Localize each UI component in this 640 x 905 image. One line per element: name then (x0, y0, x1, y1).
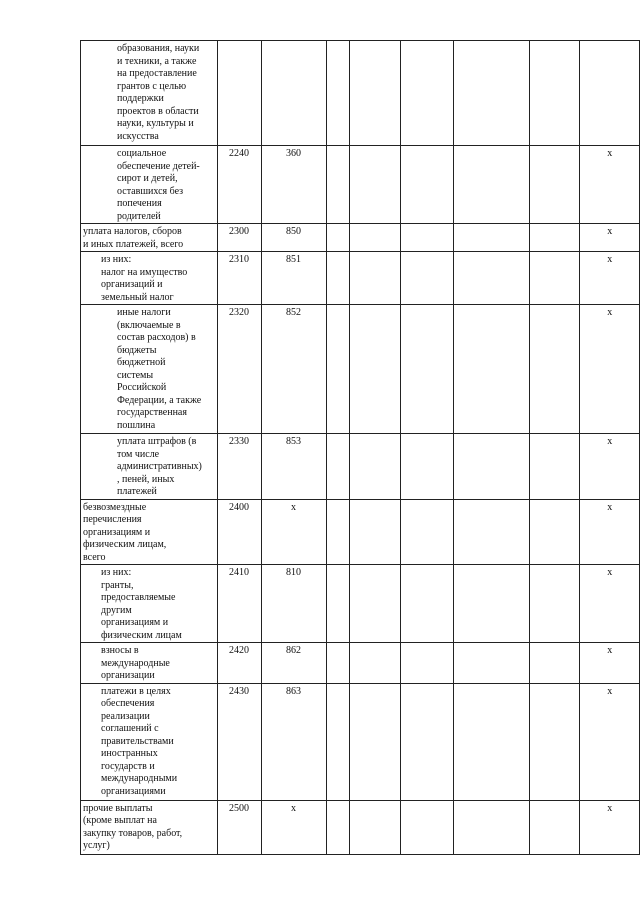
value-cell (454, 683, 530, 800)
value-cell (401, 499, 454, 565)
x-mark-cell (580, 41, 640, 146)
value-cell (401, 252, 454, 305)
table-row (81, 643, 640, 684)
kbk-code-cell: х (261, 800, 326, 854)
value-cell (401, 305, 454, 434)
x-mark-cell: х (580, 434, 640, 500)
row-code-cell: 2330 (217, 434, 261, 500)
row-code-cell: 2500 (217, 800, 261, 854)
financial-plan-table (80, 40, 640, 855)
value-cell (401, 800, 454, 854)
table-row (81, 224, 640, 252)
value-cell (454, 499, 530, 565)
value-cell (401, 41, 454, 146)
x-mark-cell: х (580, 565, 640, 643)
row-name-cell: уплата налогов, сборов и иных платежей, всего (81, 224, 218, 252)
value-cell (326, 683, 350, 800)
kbk-code-cell (261, 41, 326, 146)
row-name-cell: иные налоги (включаемые в состав расходов) в бюджеты бюджетной системы Российской Федерации, а также государственная пошлина (81, 305, 218, 434)
value-cell (530, 565, 580, 643)
x-mark-cell: х (580, 683, 640, 800)
value-cell (530, 41, 580, 146)
table-row (81, 499, 640, 565)
x-mark-cell: х (580, 499, 640, 565)
row-code-cell: 2240 (217, 146, 261, 224)
row-code-cell (217, 41, 261, 146)
value-cell (401, 434, 454, 500)
value-cell (326, 565, 350, 643)
kbk-code-cell: 862 (261, 643, 326, 684)
value-cell (350, 224, 401, 252)
kbk-code-cell: х (261, 499, 326, 565)
row-code-cell: 2320 (217, 305, 261, 434)
value-cell (401, 643, 454, 684)
value-cell (350, 434, 401, 500)
x-mark-cell: х (580, 252, 640, 305)
value-cell (326, 224, 350, 252)
value-cell (454, 434, 530, 500)
row-code-cell: 2420 (217, 643, 261, 684)
value-cell (530, 252, 580, 305)
kbk-code-cell: 852 (261, 305, 326, 434)
value-cell (350, 800, 401, 854)
row-name-cell: безвозмездные перечисления организациям и физическим лицам, всего (81, 499, 218, 565)
table-row (81, 434, 640, 500)
table-row (81, 146, 640, 224)
kbk-code-cell: 810 (261, 565, 326, 643)
x-mark-cell: х (580, 305, 640, 434)
value-cell (530, 499, 580, 565)
value-cell (350, 499, 401, 565)
value-cell (350, 643, 401, 684)
row-name-cell: из них: гранты, предоставляемые другим организациям и физическим лицам (81, 565, 218, 643)
table-row (81, 252, 640, 305)
value-cell (530, 305, 580, 434)
row-name-cell: из них: налог на имущество организаций и земельный налог (81, 252, 218, 305)
row-name-cell: прочие выплаты (кроме выплат на закупку товаров, работ, услуг) (81, 800, 218, 854)
value-cell (454, 800, 530, 854)
x-mark-cell: х (580, 800, 640, 854)
row-name-cell: образования, науки и техники, а также на предоставление грантов с целью поддержки проектов в области науки, культуры и искусства (81, 41, 218, 146)
value-cell (326, 146, 350, 224)
value-cell (326, 252, 350, 305)
kbk-code-cell: 863 (261, 683, 326, 800)
value-cell (350, 146, 401, 224)
value-cell (350, 565, 401, 643)
value-cell (530, 643, 580, 684)
row-code-cell: 2310 (217, 252, 261, 305)
table-row (81, 41, 640, 146)
value-cell (454, 41, 530, 146)
value-cell (454, 252, 530, 305)
row-name-cell: уплата штрафов (в том числе административных) , пеней, иных платежей (81, 434, 218, 500)
x-mark-cell: х (580, 643, 640, 684)
table-row (81, 800, 640, 854)
table-row (81, 683, 640, 800)
x-mark-cell: х (580, 146, 640, 224)
value-cell (454, 146, 530, 224)
value-cell (350, 252, 401, 305)
value-cell (350, 683, 401, 800)
value-cell (530, 224, 580, 252)
value-cell (326, 800, 350, 854)
table-row (81, 565, 640, 643)
value-cell (326, 499, 350, 565)
value-cell (454, 643, 530, 684)
value-cell (401, 224, 454, 252)
row-code-cell: 2410 (217, 565, 261, 643)
row-name-cell: социальное обеспечение детей- сирот и детей, оставшихся без попечения родителей (81, 146, 218, 224)
value-cell (326, 643, 350, 684)
table-row (81, 305, 640, 434)
value-cell (530, 434, 580, 500)
value-cell (401, 565, 454, 643)
kbk-code-cell: 853 (261, 434, 326, 500)
value-cell (454, 224, 530, 252)
x-mark-cell: х (580, 224, 640, 252)
value-cell (350, 41, 401, 146)
row-code-cell: 2300 (217, 224, 261, 252)
value-cell (530, 146, 580, 224)
row-code-cell: 2430 (217, 683, 261, 800)
value-cell (401, 146, 454, 224)
row-code-cell: 2400 (217, 499, 261, 565)
kbk-code-cell: 851 (261, 252, 326, 305)
value-cell (530, 800, 580, 854)
value-cell (454, 565, 530, 643)
row-name-cell: платежи в целях обеспечения реализации соглашений с правительствами иностранных государств и международными организациями (81, 683, 218, 800)
value-cell (350, 305, 401, 434)
value-cell (530, 683, 580, 800)
value-cell (326, 41, 350, 146)
value-cell (401, 683, 454, 800)
value-cell (326, 434, 350, 500)
value-cell (454, 305, 530, 434)
row-name-cell: взносы в международные организации (81, 643, 218, 684)
kbk-code-cell: 850 (261, 224, 326, 252)
value-cell (326, 305, 350, 434)
kbk-code-cell: 360 (261, 146, 326, 224)
